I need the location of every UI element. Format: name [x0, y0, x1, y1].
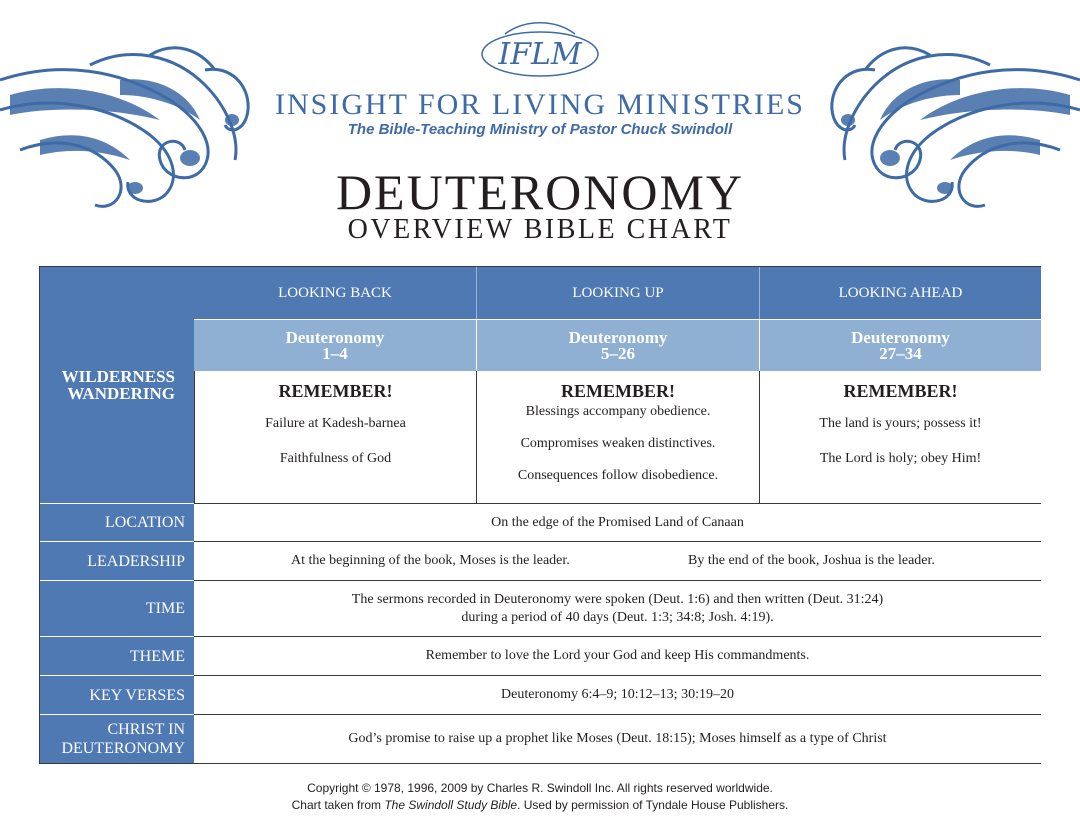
remember-item: The Lord is holy; obey Him! [819, 451, 982, 466]
christ-value: God’s promise to raise up a prophet like Moses (Deut. 18:15); Moses himself as a type of Christ [194, 714, 1041, 763]
row-label-time: TIME [40, 580, 194, 636]
ministry-name: INSIGHT FOR LIVING MINISTRIES [275, 88, 805, 121]
remember-heading: REMEMBER! [561, 381, 675, 401]
chapter-range: 27–34 [879, 343, 922, 363]
book-range [194, 319, 477, 371]
ministry-tagline: The Bible-Teaching Ministry of Pastor Chuck Swindoll [347, 121, 733, 138]
copyright-notice: Copyright © 1978, 1996, 2009 by Charles R. Swindoll Inc. All rights reserved worldwide. [307, 781, 773, 795]
book-range [760, 319, 1041, 371]
key-verses-value: Deuteronomy 6:4–9; 10:12–13; 30:19–20 [194, 675, 1041, 714]
logo-monogram-text: IFLM [498, 37, 582, 72]
book-name: Deuteronomy [285, 327, 385, 347]
remember-heading: REMEMBER! [843, 381, 958, 401]
page-subtitle: OVERVIEW BIBLE CHART [347, 214, 733, 245]
book-name: Deuteronomy [568, 327, 668, 347]
time-line-2: during a period of 40 days (Deut. 1:3; 34:8; Josh. 4:19). [461, 609, 774, 625]
page-title: DEUTERONOMY [335, 164, 745, 220]
row-label-key-verses: KEY VERSES [40, 675, 194, 714]
remember-item: Failure at Kadesh-barnea [265, 416, 406, 431]
theme-value: Remember to love the Lord your God and keep His commandments. [194, 636, 1041, 675]
side-label-line-1: WILDERNESS [61, 367, 175, 386]
leadership-value [194, 541, 1041, 580]
overview-chart [39, 266, 1041, 764]
time-value [194, 580, 1041, 636]
column-heading: LOOKING AHEAD [760, 267, 1041, 319]
credit-book-title: The Swindoll Study Bible [384, 798, 518, 812]
remember-block [760, 371, 1041, 503]
wilderness-wandering-label [40, 267, 194, 503]
christ-label-line-2: DEUTERONOMY [61, 740, 185, 757]
chapter-range: 1–4 [322, 343, 348, 363]
chart-credit [0, 798, 1080, 812]
row-label-location: LOCATION [40, 503, 194, 541]
column-heading: LOOKING BACK [194, 267, 477, 319]
credit-suffix: . Used by permission of Tyndale House Publishers. [517, 798, 789, 812]
book-name: Deuteronomy [851, 327, 950, 347]
remember-item: The land is yours; possess it! [819, 416, 982, 431]
remember-item: Faithfulness of God [279, 451, 392, 466]
time-line-1: The sermons recorded in Deuteronomy were spoken (Deut. 1:6) and then written (Deut. 31:24) [351, 591, 884, 607]
row-label-christ [40, 714, 194, 763]
book-range [477, 319, 760, 371]
leadership-end: By the end of the book, Joshua is the leader. [688, 553, 935, 568]
row-label-theme: THEME [40, 636, 194, 675]
column-heading: LOOKING UP [477, 267, 760, 319]
remember-item: Blessings accompany obedience. [525, 404, 711, 419]
location-value: On the edge of the Promised Land of Canaan [194, 503, 1041, 541]
leadership-start: At the beginning of the book, Moses is the leader. [291, 553, 570, 568]
remember-block [194, 371, 477, 503]
remember-heading: REMEMBER! [278, 381, 393, 401]
remember-item: Consequences follow disobedience. [517, 468, 719, 483]
logo-monogram-icon [475, 14, 605, 86]
remember-block [477, 371, 760, 503]
christ-label-line-1: CHRIST IN [107, 721, 185, 738]
credit-prefix: Chart taken from [291, 798, 385, 812]
chapter-range: 5–26 [601, 343, 635, 363]
row-label-leadership: LEADERSHIP [40, 541, 194, 580]
ministry-logo [0, 14, 1080, 91]
remember-item: Compromises weaken distinctives. [520, 436, 716, 451]
side-label-line-2: WANDERING [67, 384, 175, 403]
